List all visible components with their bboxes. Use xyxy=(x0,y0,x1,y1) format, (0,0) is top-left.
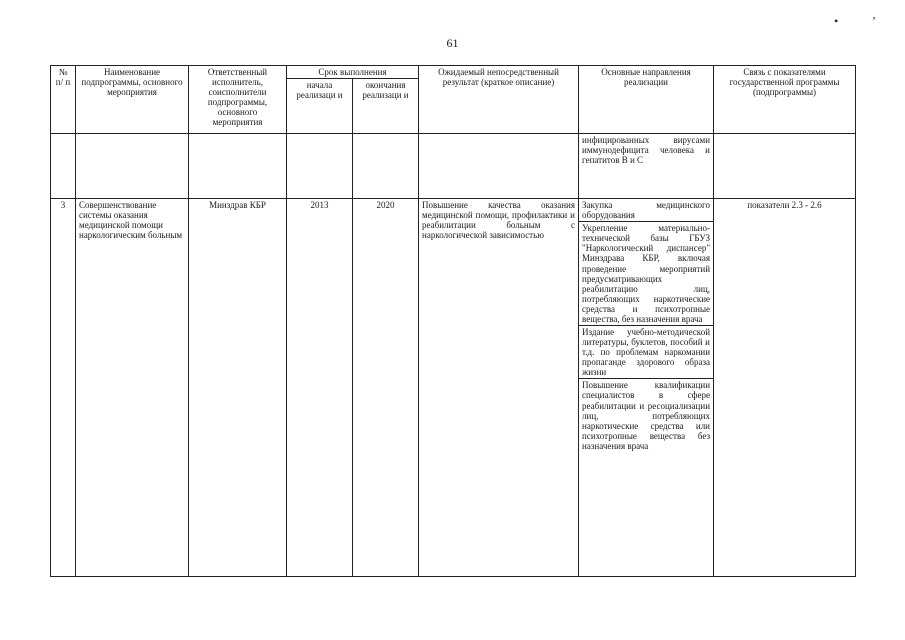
page-number: 61 xyxy=(446,36,459,50)
header-name: Наименование подпрограммы, основного мероприятия xyxy=(76,66,189,134)
direction-item: Укрепление материально-технической базы ГБУЗ "Наркологический диспансер" Минздрава КБР, включая проведение мероприятий предусматривающих реабилитацию лиц, потребляющих наркотические средства и психотропные вещества, без назначения врача xyxy=(579,222,713,326)
cont-responsible-cell xyxy=(189,134,287,199)
continuation-row xyxy=(51,134,856,199)
cont-directions-cell: инфицированных вирусами иммунодефицита человека и гепатитов В и С xyxy=(579,134,714,199)
cont-link-cell xyxy=(714,134,856,199)
row-start: 2013 xyxy=(287,199,353,577)
row-expected: Повышение качества оказания медицинской помощи, профилактики и реабилитации больным с наркологической зависимостью xyxy=(419,199,579,577)
scan-speck: ʼ xyxy=(872,14,876,28)
row-directions xyxy=(579,199,714,577)
row-responsible: Минздрав КБР xyxy=(189,199,287,577)
row-end: 2020 xyxy=(353,199,419,577)
row-link: показатели 2.3 - 2.6 xyxy=(714,199,856,577)
header-expected: Ожидаемый непосредственный результат (краткое описание) xyxy=(419,66,579,134)
header-term-start: начала реализаци и xyxy=(287,79,353,134)
program-table xyxy=(50,65,856,577)
header-row xyxy=(51,66,856,79)
header-responsible: Ответственный исполнитель, соисполнители подпрограммы, основного мероприятия xyxy=(189,66,287,134)
header-term: Срок выполнения xyxy=(287,66,419,79)
direction-item: Закупка медицинского оборудования xyxy=(579,199,713,222)
header-directions: Основные направления реализации xyxy=(579,66,714,134)
cont-num-cell xyxy=(51,134,76,199)
table-row xyxy=(51,199,856,577)
row-num: 3 xyxy=(51,199,76,577)
row-name: Совершенствование системы оказания медицинской помощи наркологическим больным xyxy=(76,199,189,577)
header-num: № п/ п xyxy=(51,66,76,134)
cont-start-cell xyxy=(287,134,353,199)
cont-name-cell xyxy=(76,134,189,199)
direction-item: Повышение квалификации специалистов в сфере реабилитации и ресоциализации лиц, потребляющих наркотические средства или психотропные вещества без назначения врача xyxy=(582,380,711,451)
header-term-end: окончания реализаци и xyxy=(353,79,419,134)
direction-item: Издание учебно-методической литературы, буклетов, пособий и т.д. по проблемам наркомании пропаганде здорового образа жизни xyxy=(579,326,713,379)
cont-expected-cell xyxy=(419,134,579,199)
scan-speck: • xyxy=(834,14,839,28)
cont-end-cell xyxy=(353,134,419,199)
header-link: Связь с показателями государственной программы (подпрограммы) xyxy=(714,66,856,134)
